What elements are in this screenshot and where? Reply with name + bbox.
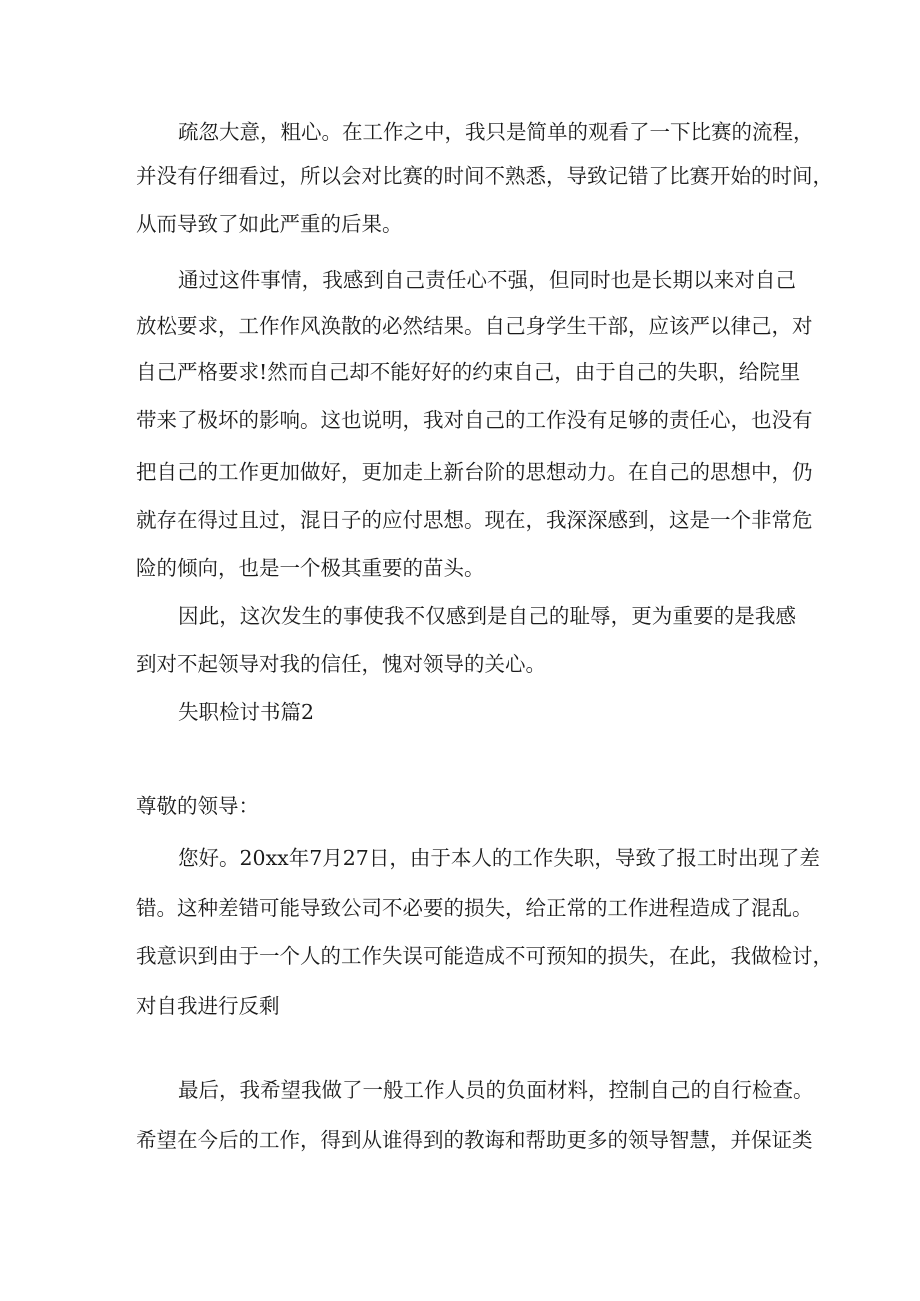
section-title: 失职检讨书篇2 — [178, 700, 315, 724]
paragraph-2-line-5: 把自己的工作更加做好，更加走上新台阶的思想动力。在自己的思想中，仍 — [136, 460, 813, 484]
paragraph-2-line-2: 放松要求，工作作风涣散的必然结果。自己身学生干部，应该严以律己，对 — [136, 314, 813, 338]
paragraph-2-line-3: 自己严格要求!然而自己却不能好好的约束自己，由于自己的失职，给院里 — [136, 360, 801, 384]
paragraph-4-line-2: 错。这种差错可能导致公司不必要的损失，给正常的工作进程造成了混乱。 — [136, 896, 813, 920]
paragraph-2-line-4: 带来了极坏的影响。这也说明，我对自己的工作没有足够的责任心，也没有 — [136, 408, 813, 432]
paragraph-1-line-1: 疏忽大意，粗心。在工作之中，我只是简单的观看了一下比赛的流程， — [178, 120, 814, 144]
paragraph-5-line-2: 希望在今后的工作，得到从谁得到的教诲和帮助更多的领导智慧，并保证类 — [136, 1128, 813, 1152]
paragraph-2-line-6: 就存在得过且过，混日子的应付思想。现在，我深深感到，这是一个非常危 — [136, 508, 813, 532]
paragraph-5-line-1: 最后，我希望我做了一般工作人员的负面材料，控制自己的自行检查。 — [178, 1078, 814, 1102]
salutation: 尊敬的领导： — [136, 794, 259, 818]
paragraph-1-line-3: 从而导致了如此严重的后果。 — [136, 212, 403, 236]
paragraph-2-line-7: 险的倾向，也是一个极其重要的苗头。 — [136, 556, 485, 580]
paragraph-3-line-2: 到对不起领导对我的信任，愧对领导的关心。 — [136, 652, 546, 676]
paragraph-3-line-1: 因此，这次发生的事使我不仅感到是自己的耻辱，更为重要的是我感 — [178, 604, 796, 628]
paragraph-4-line-4: 对自我进行反剩 — [136, 994, 280, 1018]
paragraph-2-line-1: 通过这件事情，我感到自己责任心不强，但同时也是长期以来对自己 — [178, 268, 796, 292]
paragraph-4-line-1: 您好。20xx年7月27日，由于本人的工作失职，导致了报工时出现了差 — [178, 846, 820, 870]
paragraph-1-line-2: 并没有仔细看过，所以会对比赛的时间不熟悉，导致记错了比赛开始的时间， — [136, 164, 833, 188]
paragraph-4-line-3: 我意识到由于一个人的工作失误可能造成不可预知的损失，在此，我做检讨， — [136, 944, 833, 968]
